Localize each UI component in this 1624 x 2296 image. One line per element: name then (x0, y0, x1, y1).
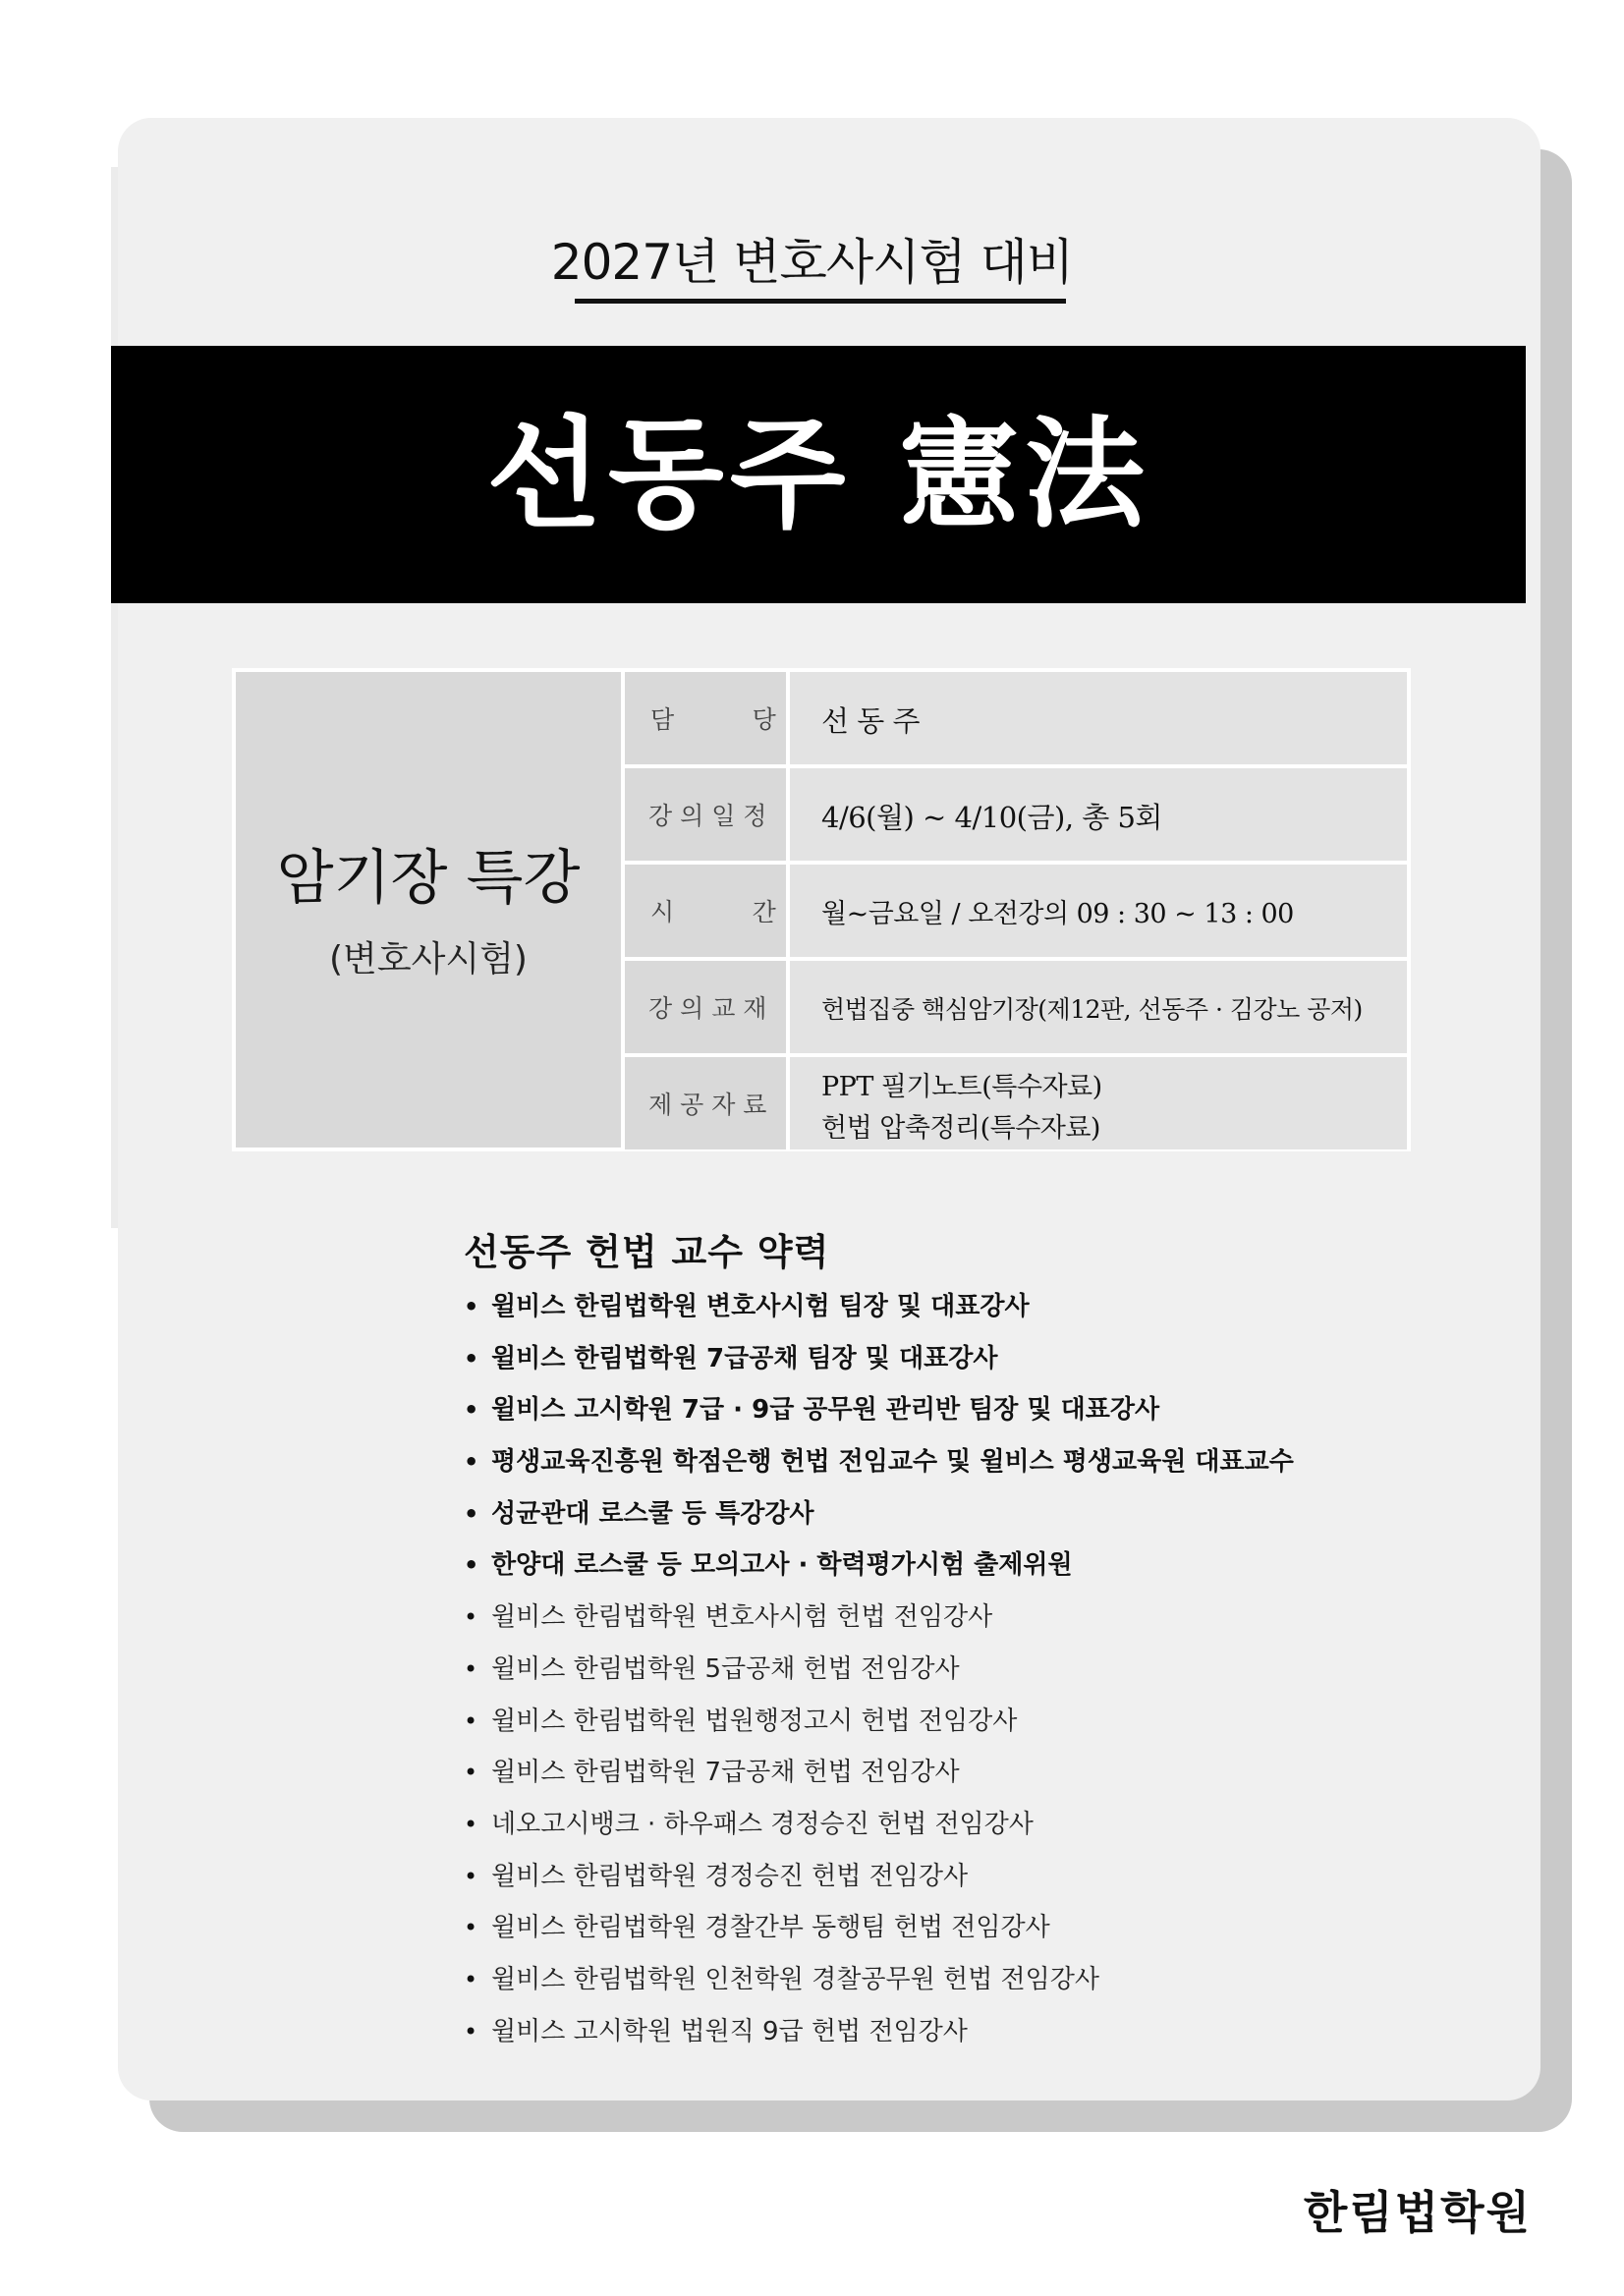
info-row-time (625, 865, 1407, 957)
list-item: • 윌비스 한림법학원 경찰간부 동행팀 헌법 전임강사 (464, 1902, 1294, 1954)
course-info-table (232, 668, 1411, 1151)
info-label: 담 당 (625, 672, 786, 764)
career-list (464, 1281, 1294, 2057)
info-value: 선 동 주 (790, 672, 1407, 764)
exam-title-underline (575, 299, 1066, 304)
list-item: • 윌비스 고시학원 7급 · 9급 공무원 관리반 팀장 및 대표강사 (464, 1384, 1294, 1436)
list-item: • 윌비스 한림법학원 7급공채 헌법 전임강사 (464, 1747, 1294, 1799)
list-item: • 한양대 로스쿨 등 모의고사 · 학력평가시험 출제위원 (464, 1540, 1294, 1592)
list-item: • 성균관대 로스쿨 등 특강강사 (464, 1488, 1294, 1540)
info-value: 4/6(월) ~ 4/10(금), 총 5회 (790, 768, 1407, 861)
list-item: • 평생교육진흥원 학점은행 헌법 전임교수 및 윌비스 평생교육원 대표교수 (464, 1436, 1294, 1488)
info-value: PPT 필기노트(특수자료) 헌법 압축정리(특수자료) (790, 1057, 1407, 1149)
info-row-materials (625, 1057, 1407, 1149)
list-item: • 윌비스 한림법학원 변호사시험 팀장 및 대표강사 (464, 1281, 1294, 1333)
list-item: • 윌비스 한림법학원 경정승진 헌법 전임강사 (464, 1851, 1294, 1903)
course-name: 암기장 특강 (276, 844, 581, 913)
exam-title: 2027년 변호사시험 대비 (550, 234, 1074, 291)
info-row-textbook (625, 961, 1407, 1053)
info-label: 강 의 교 재 (625, 961, 786, 1053)
info-row-schedule (625, 768, 1407, 861)
title-banner (111, 346, 1526, 603)
info-label: 제 공 자 료 (625, 1057, 786, 1149)
course-name-cell (236, 672, 621, 1148)
banner-title: 선동주 憲法 (485, 403, 1151, 544)
list-item: • 윌비스 한림법학원 법원행정고시 헌법 전임강사 (464, 1696, 1294, 1748)
list-item: • 윌비스 한림법학원 5급공채 헌법 전임강사 (464, 1644, 1294, 1696)
info-row-instructor (625, 672, 1407, 764)
list-item: • 네오고시뱅크 · 하우패스 경정승진 헌법 전임강사 (464, 1799, 1294, 1851)
info-label: 시 간 (625, 865, 786, 957)
list-item: • 윌비스 한림법학원 변호사시험 헌법 전임강사 (464, 1592, 1294, 1644)
career-heading: 선동주 헌법 교수 약력 (464, 1231, 830, 1273)
academy-logo: 한림법학원 (1303, 2186, 1532, 2239)
list-item: • 윌비스 한림법학원 인천학원 경찰공무원 헌법 전임강사 (464, 1954, 1294, 2006)
list-item: • 윌비스 한림법학원 7급공채 팀장 및 대표강사 (464, 1333, 1294, 1385)
course-subtitle: (변호사시험) (329, 939, 528, 980)
info-value: 헌법집중 핵심암기장(제12판, 선동주 · 김강노 공저) (790, 961, 1407, 1053)
info-label: 강 의 일 정 (625, 768, 786, 861)
card-edge (111, 167, 118, 1228)
list-item: • 윌비스 고시학원 법원직 9급 헌법 전임강사 (464, 2006, 1294, 2058)
info-value: 월~금요일 / 오전강의 09 : 30 ~ 13 : 00 (790, 865, 1407, 957)
